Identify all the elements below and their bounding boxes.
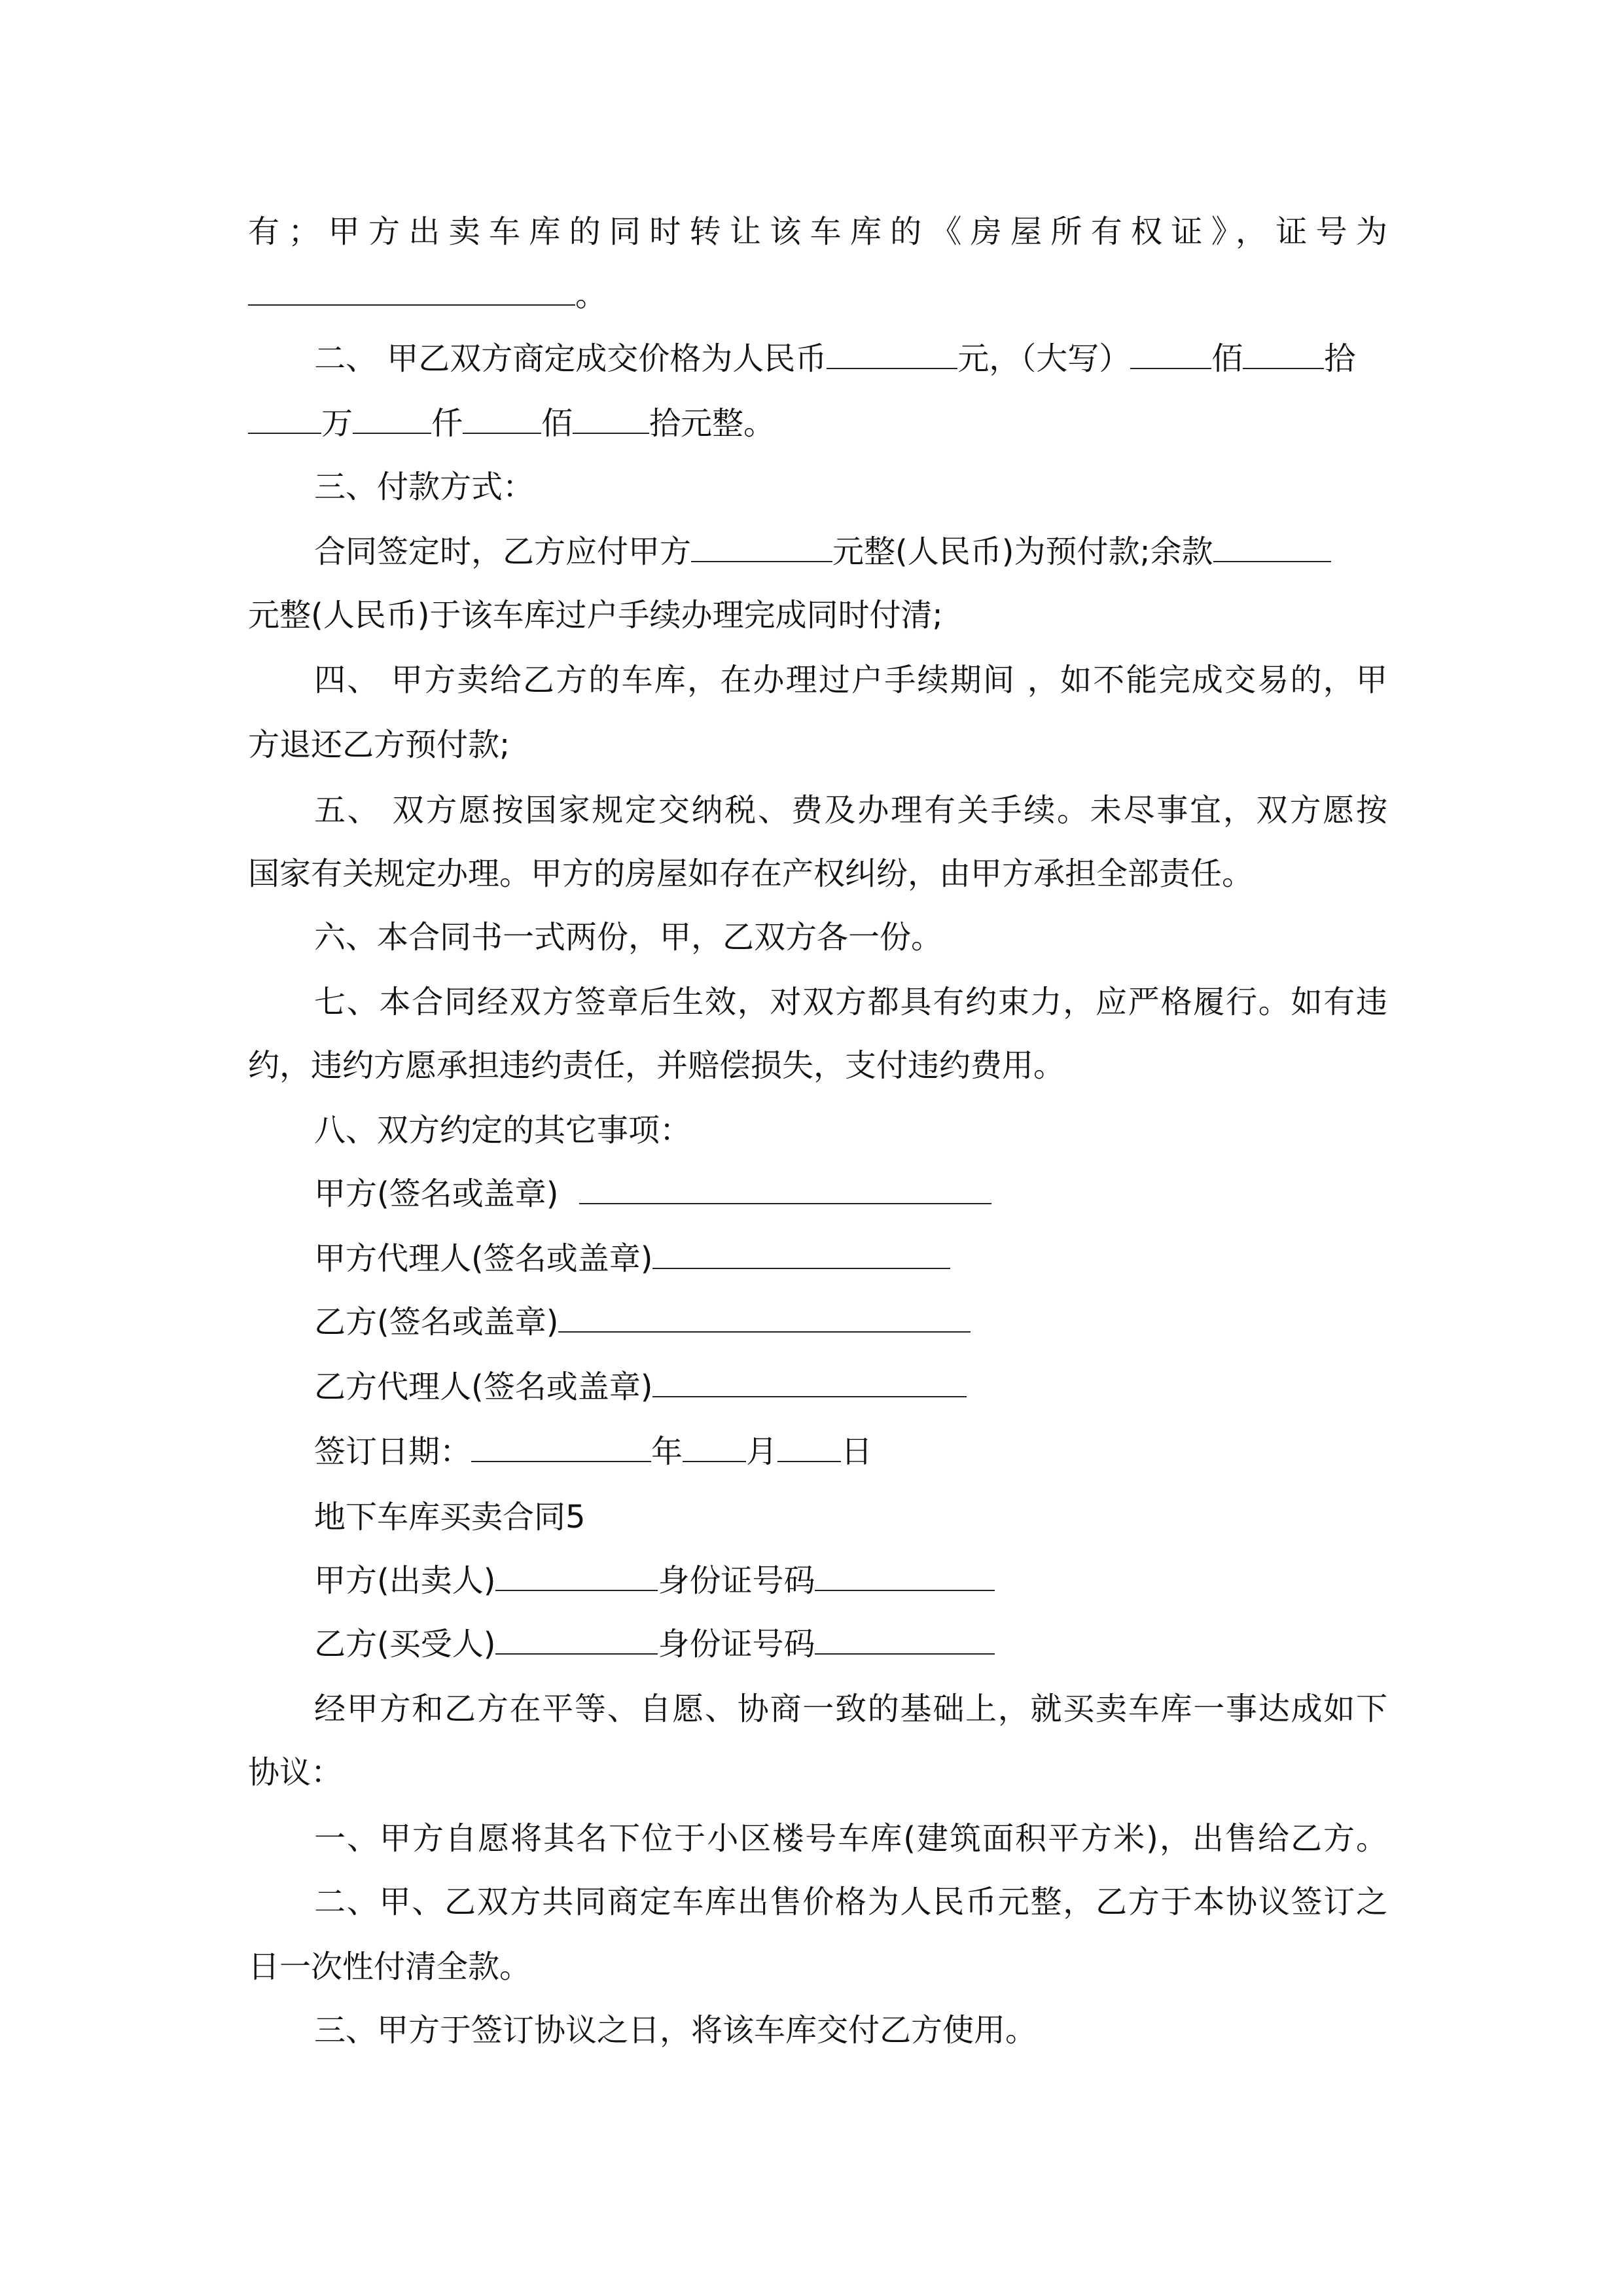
signature-field[interactable] xyxy=(579,1174,991,1204)
blank-field[interactable] xyxy=(1130,339,1211,369)
blank-field[interactable] xyxy=(495,1624,658,1655)
text: 拾元整。 xyxy=(649,405,776,442)
text: 合同签定时，乙方应付甲方 xyxy=(314,533,692,570)
text: 月 xyxy=(746,1433,778,1470)
blank-field[interactable] xyxy=(827,339,957,369)
text: 年 xyxy=(651,1433,683,1470)
blank-field[interactable] xyxy=(573,404,649,434)
id-number-field[interactable] xyxy=(815,1561,995,1591)
text-line: 三、付款方式： xyxy=(314,469,535,505)
text-line: 六、本合同书一式两份，甲，乙双方各一份。 xyxy=(314,919,943,956)
text-line: 四、 甲方卖给乙方的车库，在办理过户手续期间 ，如不能完成交易的，甲 xyxy=(314,662,1387,698)
text-line: 国家有关规定办理。甲方的房屋如存在产权纠纷，由甲方承担全部责任。 xyxy=(248,855,1254,892)
blank-field[interactable] xyxy=(1243,339,1324,369)
text-line: 经甲方和乙方在平等、自愿、协商一致的基础上，就买卖车库一事达成如下 xyxy=(314,1691,1387,1727)
text-line: 协议： xyxy=(248,1754,343,1791)
blank-field[interactable] xyxy=(691,532,832,562)
text: 签订日期： xyxy=(314,1433,472,1470)
text: 身份证号码 xyxy=(658,1562,815,1599)
signing-date xyxy=(314,1432,1387,1471)
id-number-field[interactable] xyxy=(815,1624,995,1655)
text: 。 xyxy=(575,277,607,314)
text-line: 有；甲方出卖车库的同时转让该车库的《房屋所有权证》，证号为 xyxy=(248,213,1387,250)
text-line: 七、本合同经双方签章后生效，对双方都具有约束力，应严格履行。如有违 xyxy=(314,984,1387,1020)
text: 元整(人民币)为预付款;余款 xyxy=(832,533,1213,570)
signature-party-a xyxy=(314,1174,1387,1213)
text: 二、 甲乙双方商定成交价格为人民币 xyxy=(314,340,827,377)
text-line: 八、双方约定的其它事项： xyxy=(314,1112,692,1149)
text: 万 xyxy=(321,405,353,442)
seller-line xyxy=(314,1561,1387,1600)
text: 乙方代理人(签名或盖章) xyxy=(314,1369,653,1405)
text-line: 约，违约方愿承担违约责任，并赔偿损失，支付违约费用。 xyxy=(248,1047,1065,1084)
text-line: 日一次性付清全款。 xyxy=(248,1948,531,1985)
blank-field[interactable] xyxy=(463,404,541,434)
blank-field[interactable] xyxy=(1213,532,1331,562)
day-field[interactable] xyxy=(777,1432,841,1462)
signature-party-b-agent xyxy=(314,1367,1387,1407)
price-line xyxy=(314,339,1387,378)
text: 乙方(买受人) xyxy=(314,1626,496,1662)
price-words-line xyxy=(248,404,1387,443)
text: 元，（大写） xyxy=(957,340,1131,377)
text-line: 元整(人民币)于该车库过户手续办理完成同时付清; xyxy=(248,597,943,634)
text: 甲方(出卖人) xyxy=(314,1562,496,1599)
text-line: 一、甲方自愿将其名下位于小区楼号车库(建筑面积平方米)，出售给乙方。 xyxy=(314,1820,1387,1857)
text: 佰 xyxy=(541,405,573,442)
buyer-line xyxy=(314,1624,1387,1664)
signature-field[interactable] xyxy=(652,1367,967,1397)
text: 佰 xyxy=(1211,340,1243,377)
text-line: 三、甲方于签订协议之日，将该车库交付乙方使用。 xyxy=(314,2012,1037,2049)
text: 乙方(签名或盖章) xyxy=(314,1304,559,1340)
text: 拾 xyxy=(1324,340,1356,377)
text: 身份证号码 xyxy=(658,1626,815,1662)
blank-field[interactable] xyxy=(248,404,321,434)
payment-line xyxy=(314,532,1387,571)
text-line: 五、 双方愿按国家规定交纳税、费及办理有关手续。未尽事宜，双方愿按 xyxy=(314,792,1387,829)
signature-party-b xyxy=(314,1302,1387,1342)
text-line: 二、甲、乙双方共同商定车库出售价格为人民币元整，乙方于本协议签订之 xyxy=(314,1884,1387,1920)
signature-party-a-agent xyxy=(314,1239,1387,1278)
text: 仟 xyxy=(431,405,463,442)
certificate-number-line xyxy=(248,276,1387,315)
signature-field[interactable] xyxy=(558,1302,971,1333)
month-field[interactable] xyxy=(683,1432,746,1462)
text: 甲方(签名或盖章) xyxy=(314,1175,569,1212)
blank-field[interactable] xyxy=(353,404,431,434)
text-line: 方退还乙方预付款; xyxy=(248,726,510,763)
signature-field[interactable] xyxy=(652,1239,950,1269)
text: 日 xyxy=(841,1433,873,1470)
blank-field[interactable] xyxy=(495,1561,658,1591)
year-field[interactable] xyxy=(471,1432,651,1462)
text: 甲方代理人(签名或盖章) xyxy=(314,1240,653,1277)
section-title: 地下车库买卖合同5 xyxy=(314,1499,586,1535)
blank-field[interactable] xyxy=(248,276,575,306)
